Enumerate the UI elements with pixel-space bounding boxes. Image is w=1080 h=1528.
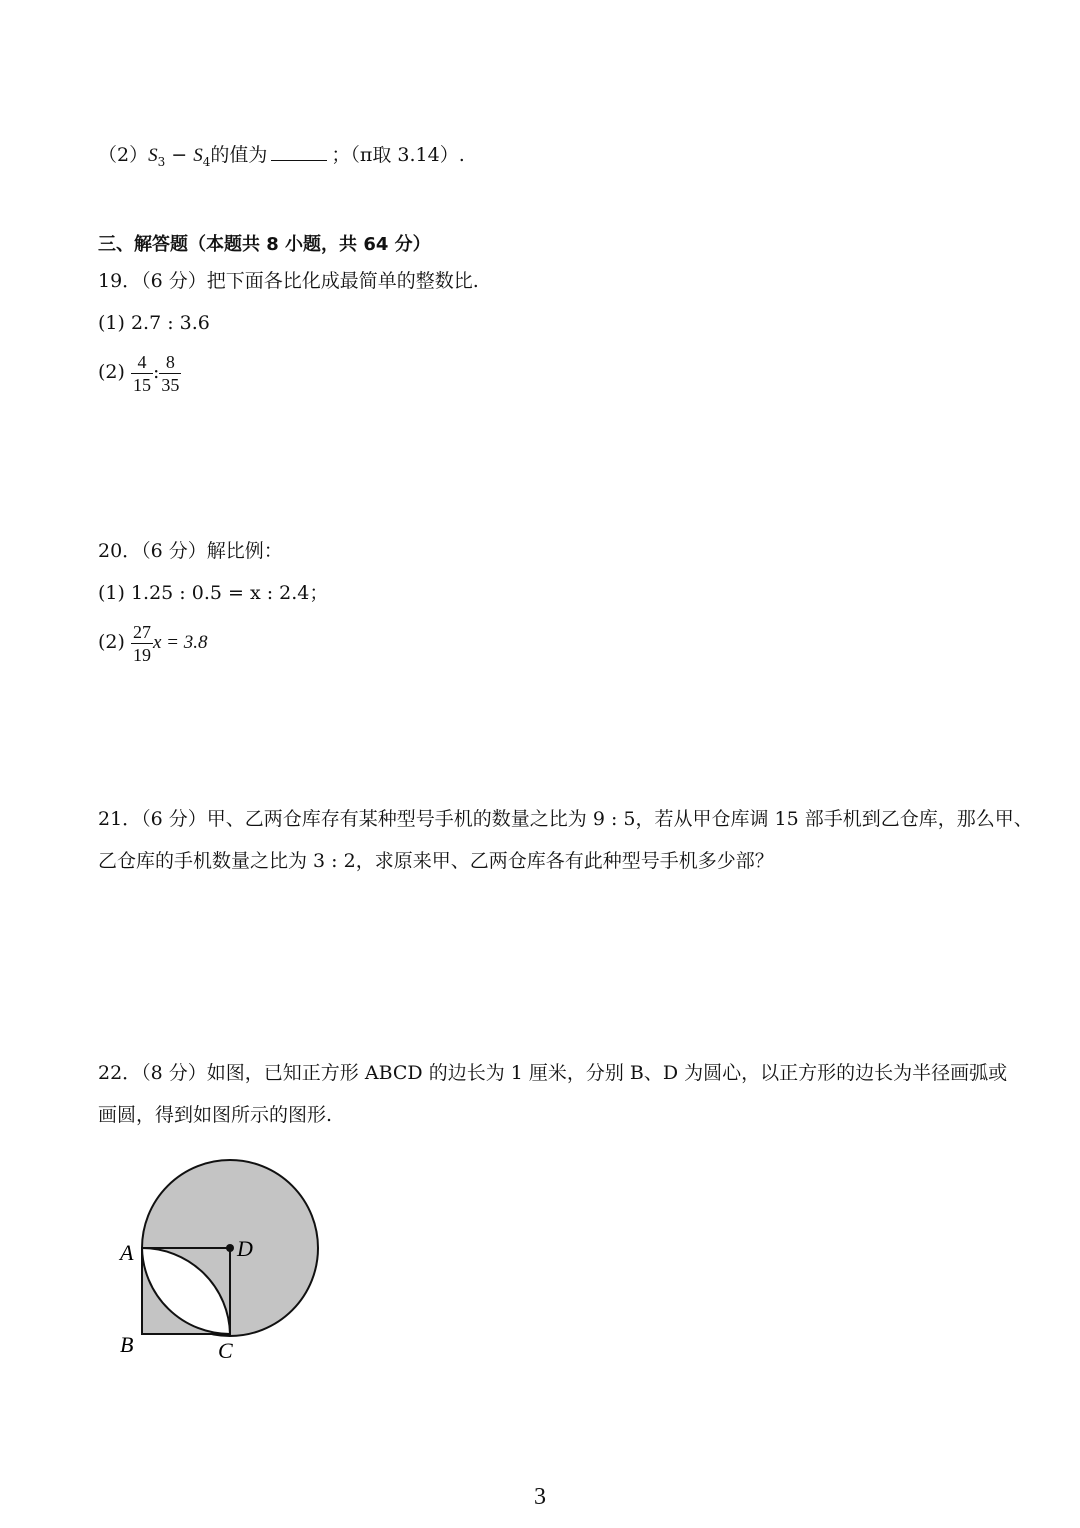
equation-rest: x = 3.8 xyxy=(152,632,208,653)
q20-part1: (1) 1.25 : 0.5 = x : 2.4； xyxy=(98,582,329,604)
minus-sign: − xyxy=(165,144,194,166)
q19-part2-label: (2) xyxy=(98,361,125,383)
q20-part2 xyxy=(98,618,207,667)
fraction-numerator: 8 xyxy=(159,351,181,374)
section-3-heading: 三、解答题（本题共 8 小题，共 64 分） xyxy=(98,234,431,255)
q18-part2-prefix: （2） xyxy=(98,144,149,166)
q21-line2: 乙仓库的手机数量之比为 3 : 2，求原来甲、乙两仓库各有此种型号手机多少部？ xyxy=(98,850,774,872)
fraction-27-19 xyxy=(131,621,153,666)
q20-stem: 20．（6 分）解比例： xyxy=(98,540,283,562)
ratio-colon: : xyxy=(152,361,160,383)
label-d: D xyxy=(237,1236,253,1261)
fraction-8-35 xyxy=(159,351,181,396)
fraction-denominator: 35 xyxy=(161,374,180,395)
s4-subscript: 4 xyxy=(202,154,211,169)
q19-part1: (1) 2.7 : 3.6 xyxy=(98,312,210,334)
fraction-denominator: 15 xyxy=(132,374,151,395)
q18-part2-suffix: ；（π取 3.14）. xyxy=(331,144,465,166)
s4-symbol: S xyxy=(193,145,203,166)
q18-part2-text: 的值为 xyxy=(210,144,268,166)
q19-part2 xyxy=(98,348,181,396)
fraction-4-15 xyxy=(131,351,153,396)
label-b: B xyxy=(120,1332,134,1357)
q22-line1: 22．（8 分）如图，已知正方形 ABCD 的边长为 1 厘米，分别 B、D 为圆心，以正方形的边长为半径画弧或 xyxy=(98,1062,1008,1084)
fraction-numerator: 27 xyxy=(132,621,151,642)
page-number: 3 xyxy=(534,1484,546,1510)
answer-blank[interactable] xyxy=(271,140,327,161)
geometry-figure xyxy=(110,1150,350,1370)
s3-symbol: S xyxy=(148,145,158,166)
s3-subscript: 3 xyxy=(157,154,166,169)
label-a: A xyxy=(120,1240,134,1265)
label-c: C xyxy=(218,1338,233,1363)
q18-part2 xyxy=(98,140,465,175)
q19-stem: 19．（6 分）把下面各比化成最简单的整数比. xyxy=(98,270,479,292)
q21-line1: 21．（6 分）甲、乙两仓库存有某种型号手机的数量之比为 9 : 5，若从甲仓库调 15 部手机到乙仓库，那么甲、 xyxy=(98,808,1033,830)
q20-part2-label: (2) xyxy=(98,631,125,653)
center-point-d xyxy=(226,1244,234,1252)
fraction-denominator: 19 xyxy=(132,644,151,665)
fraction-numerator: 4 xyxy=(131,351,153,374)
q22-line2: 画圆，得到如图所示的图形. xyxy=(98,1104,333,1126)
